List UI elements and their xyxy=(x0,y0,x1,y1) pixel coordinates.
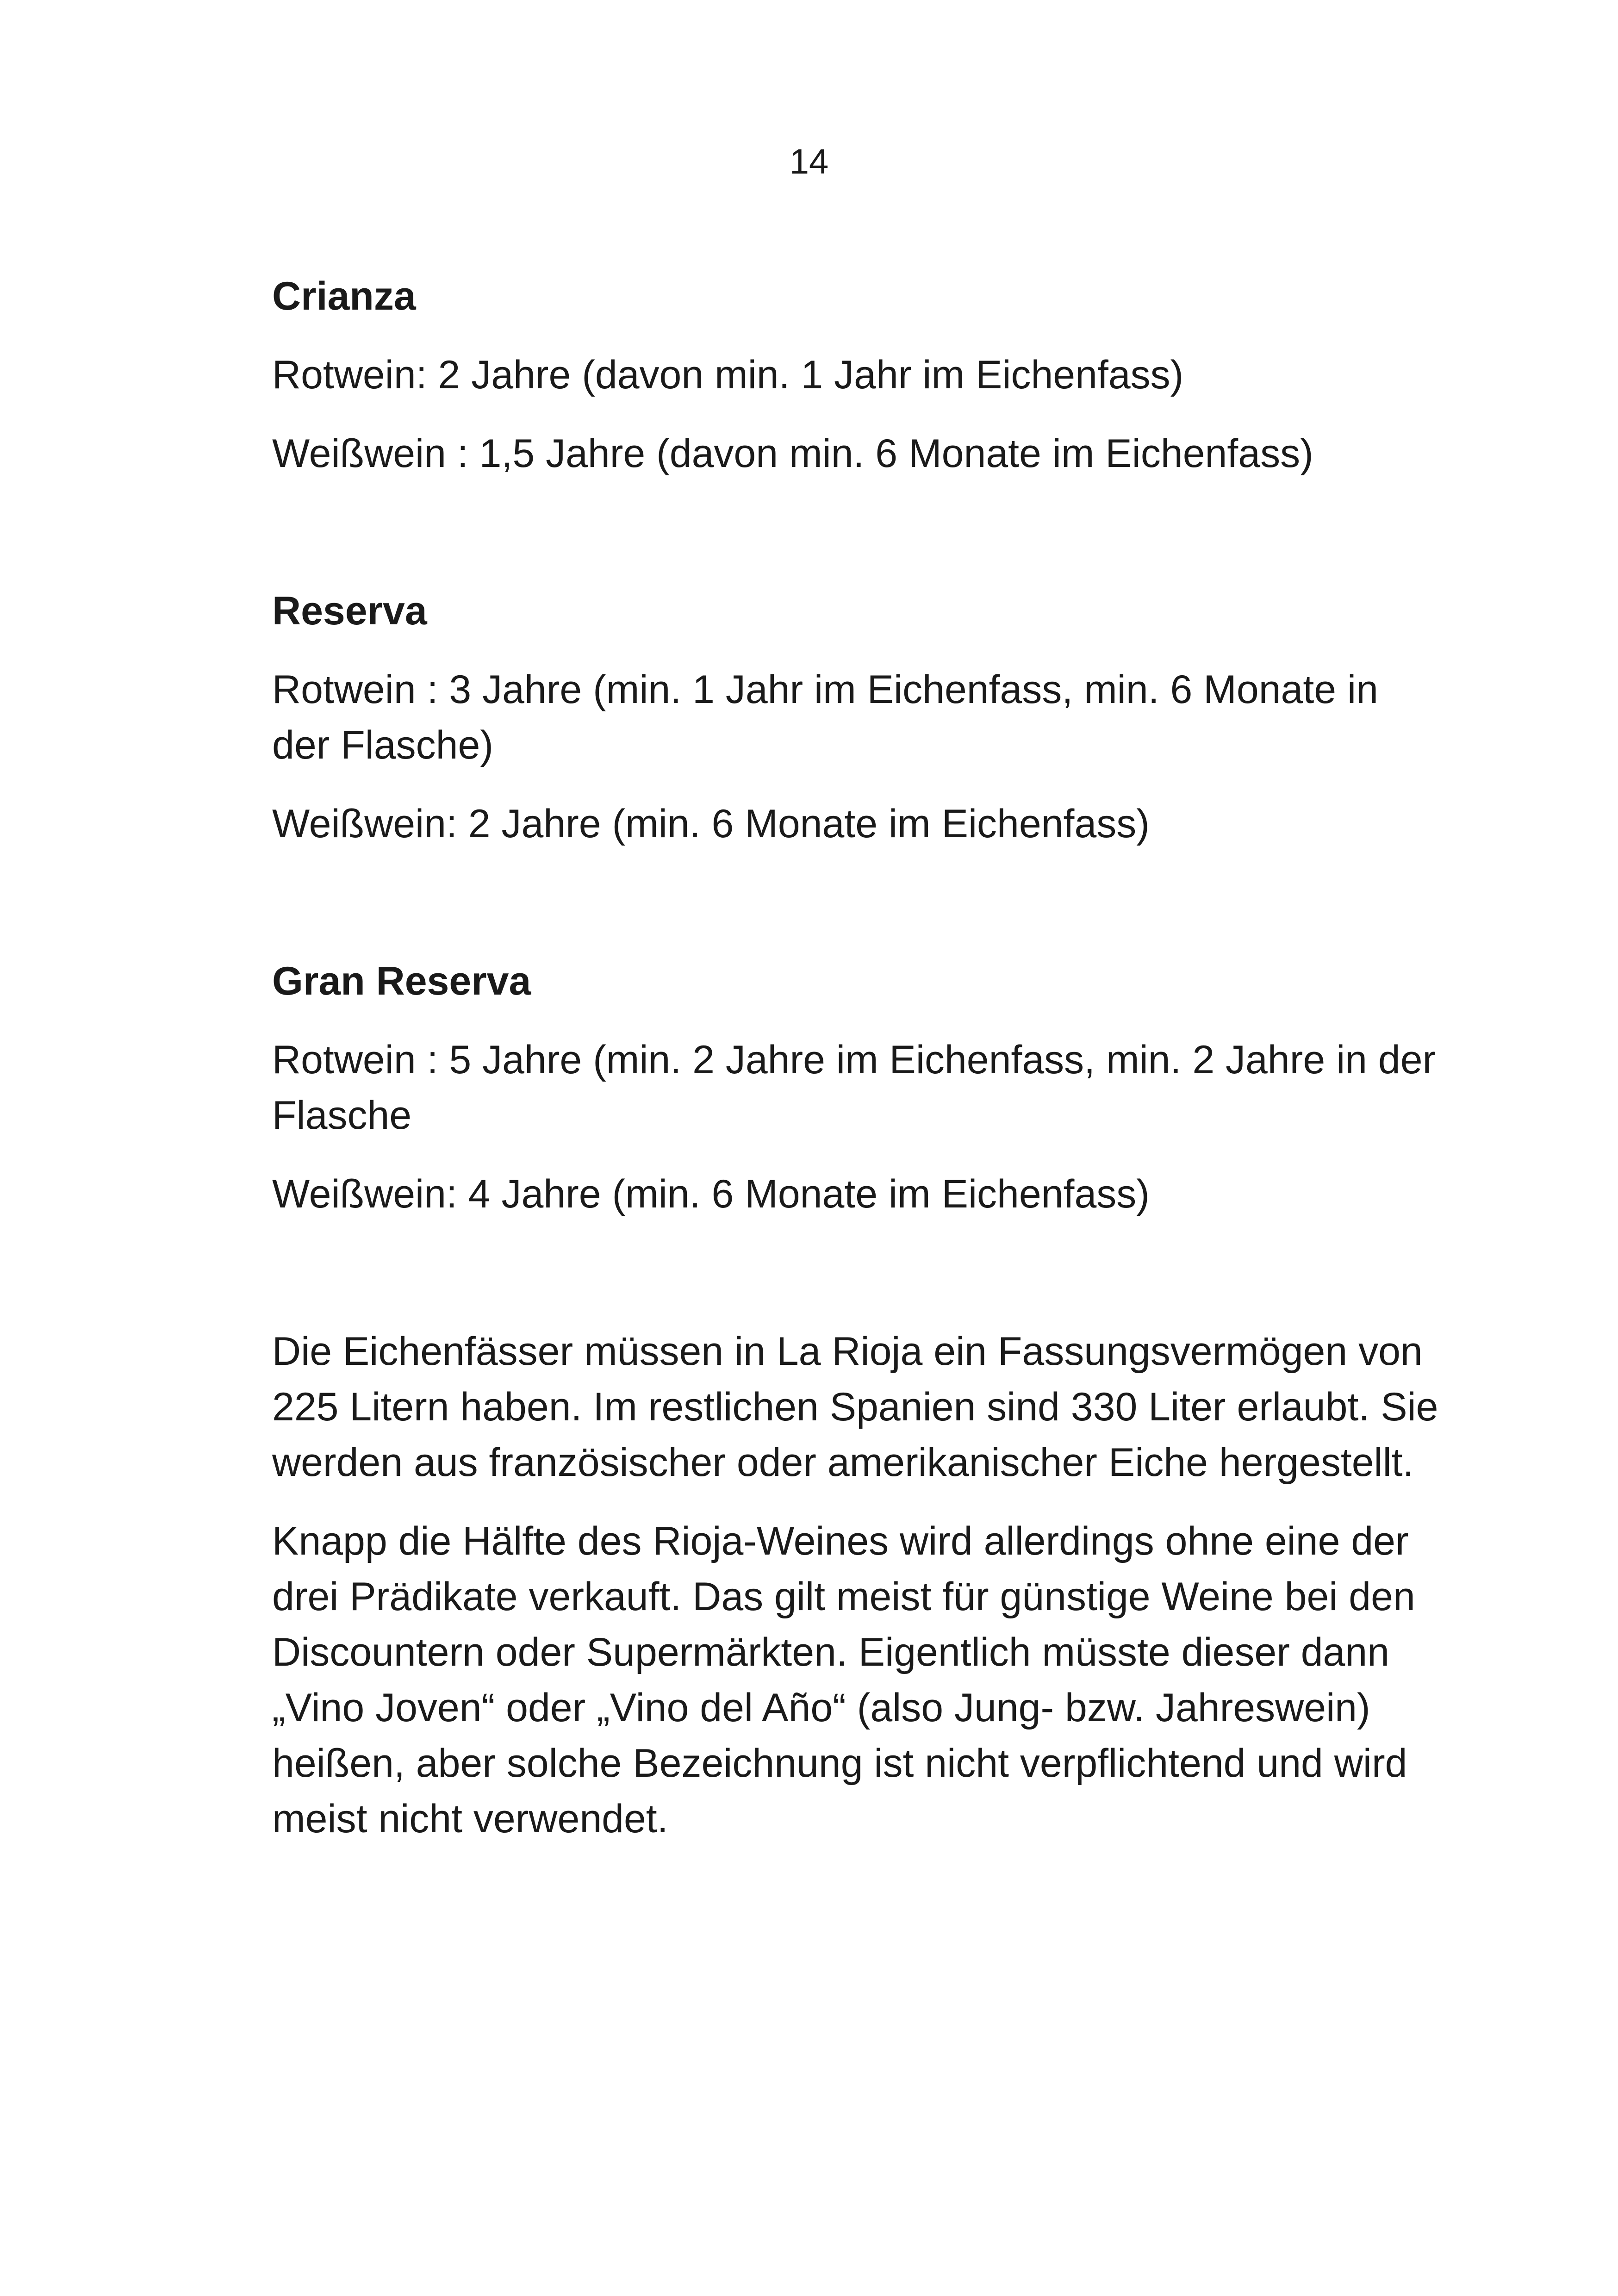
section-heading-reserva: Reserva xyxy=(272,589,427,633)
section-heading-crianza: Crianza xyxy=(272,274,416,318)
spacer xyxy=(272,875,1438,953)
paragraph-rioja-praedikate: Knapp die Hälfte des Rioja-Weines wird allerdings ohne eine der drei Prädikate verkauft. Das gilt meist für günstige Weine bei den Discountern oder Supermärkten. Eigentlich müsste dieser dann „Vino Joven“ oder „Vino del Año“ (also Jung- bzw. Jahreswein) heißen, aber solche Bezeichnung ist nicht verpflichtend und wird meist nicht verwendet. xyxy=(272,1519,1415,1841)
spacer xyxy=(272,504,1438,583)
section-gran-reserva xyxy=(272,953,1438,1222)
page-number: 14 xyxy=(789,142,829,181)
gran-reserva-rotwein-line: Rotwein : 5 Jahre (min. 2 Jahre im Eichenfass, min. 2 Jahre in der Flasche xyxy=(272,1038,1436,1138)
spacer xyxy=(272,1245,1438,1324)
page-content xyxy=(272,268,1438,1870)
crianza-weisswein-line: Weißwein : 1,5 Jahre (davon min. 6 Monate im Eichenfass) xyxy=(272,431,1313,476)
gran-reserva-weisswein-line: Weißwein: 4 Jahre (min. 6 Monate im Eichenfass) xyxy=(272,1172,1150,1216)
paragraph-eichenfaesser: Die Eichenfässer müssen in La Rioja ein Fassungsvermögen von 225 Litern haben. Im restlichen Spanien sind 330 Liter erlaubt. Sie werden aus französischer oder amerikanischer Eiche hergestellt. xyxy=(272,1329,1438,1485)
reserva-rotwein-line: Rotwein : 3 Jahre (min. 1 Jahr im Eichenfass, min. 6 Monate in der Flasche) xyxy=(272,667,1378,767)
reserva-weisswein-line: Weißwein: 2 Jahre (min. 6 Monate im Eichenfass) xyxy=(272,802,1150,846)
crianza-rotwein-line: Rotwein: 2 Jahre (davon min. 1 Jahr im Eichenfass) xyxy=(272,353,1184,397)
section-heading-gran-reserva: Gran Reserva xyxy=(272,959,531,1003)
section-reserva xyxy=(272,583,1438,852)
section-crianza xyxy=(272,268,1438,481)
